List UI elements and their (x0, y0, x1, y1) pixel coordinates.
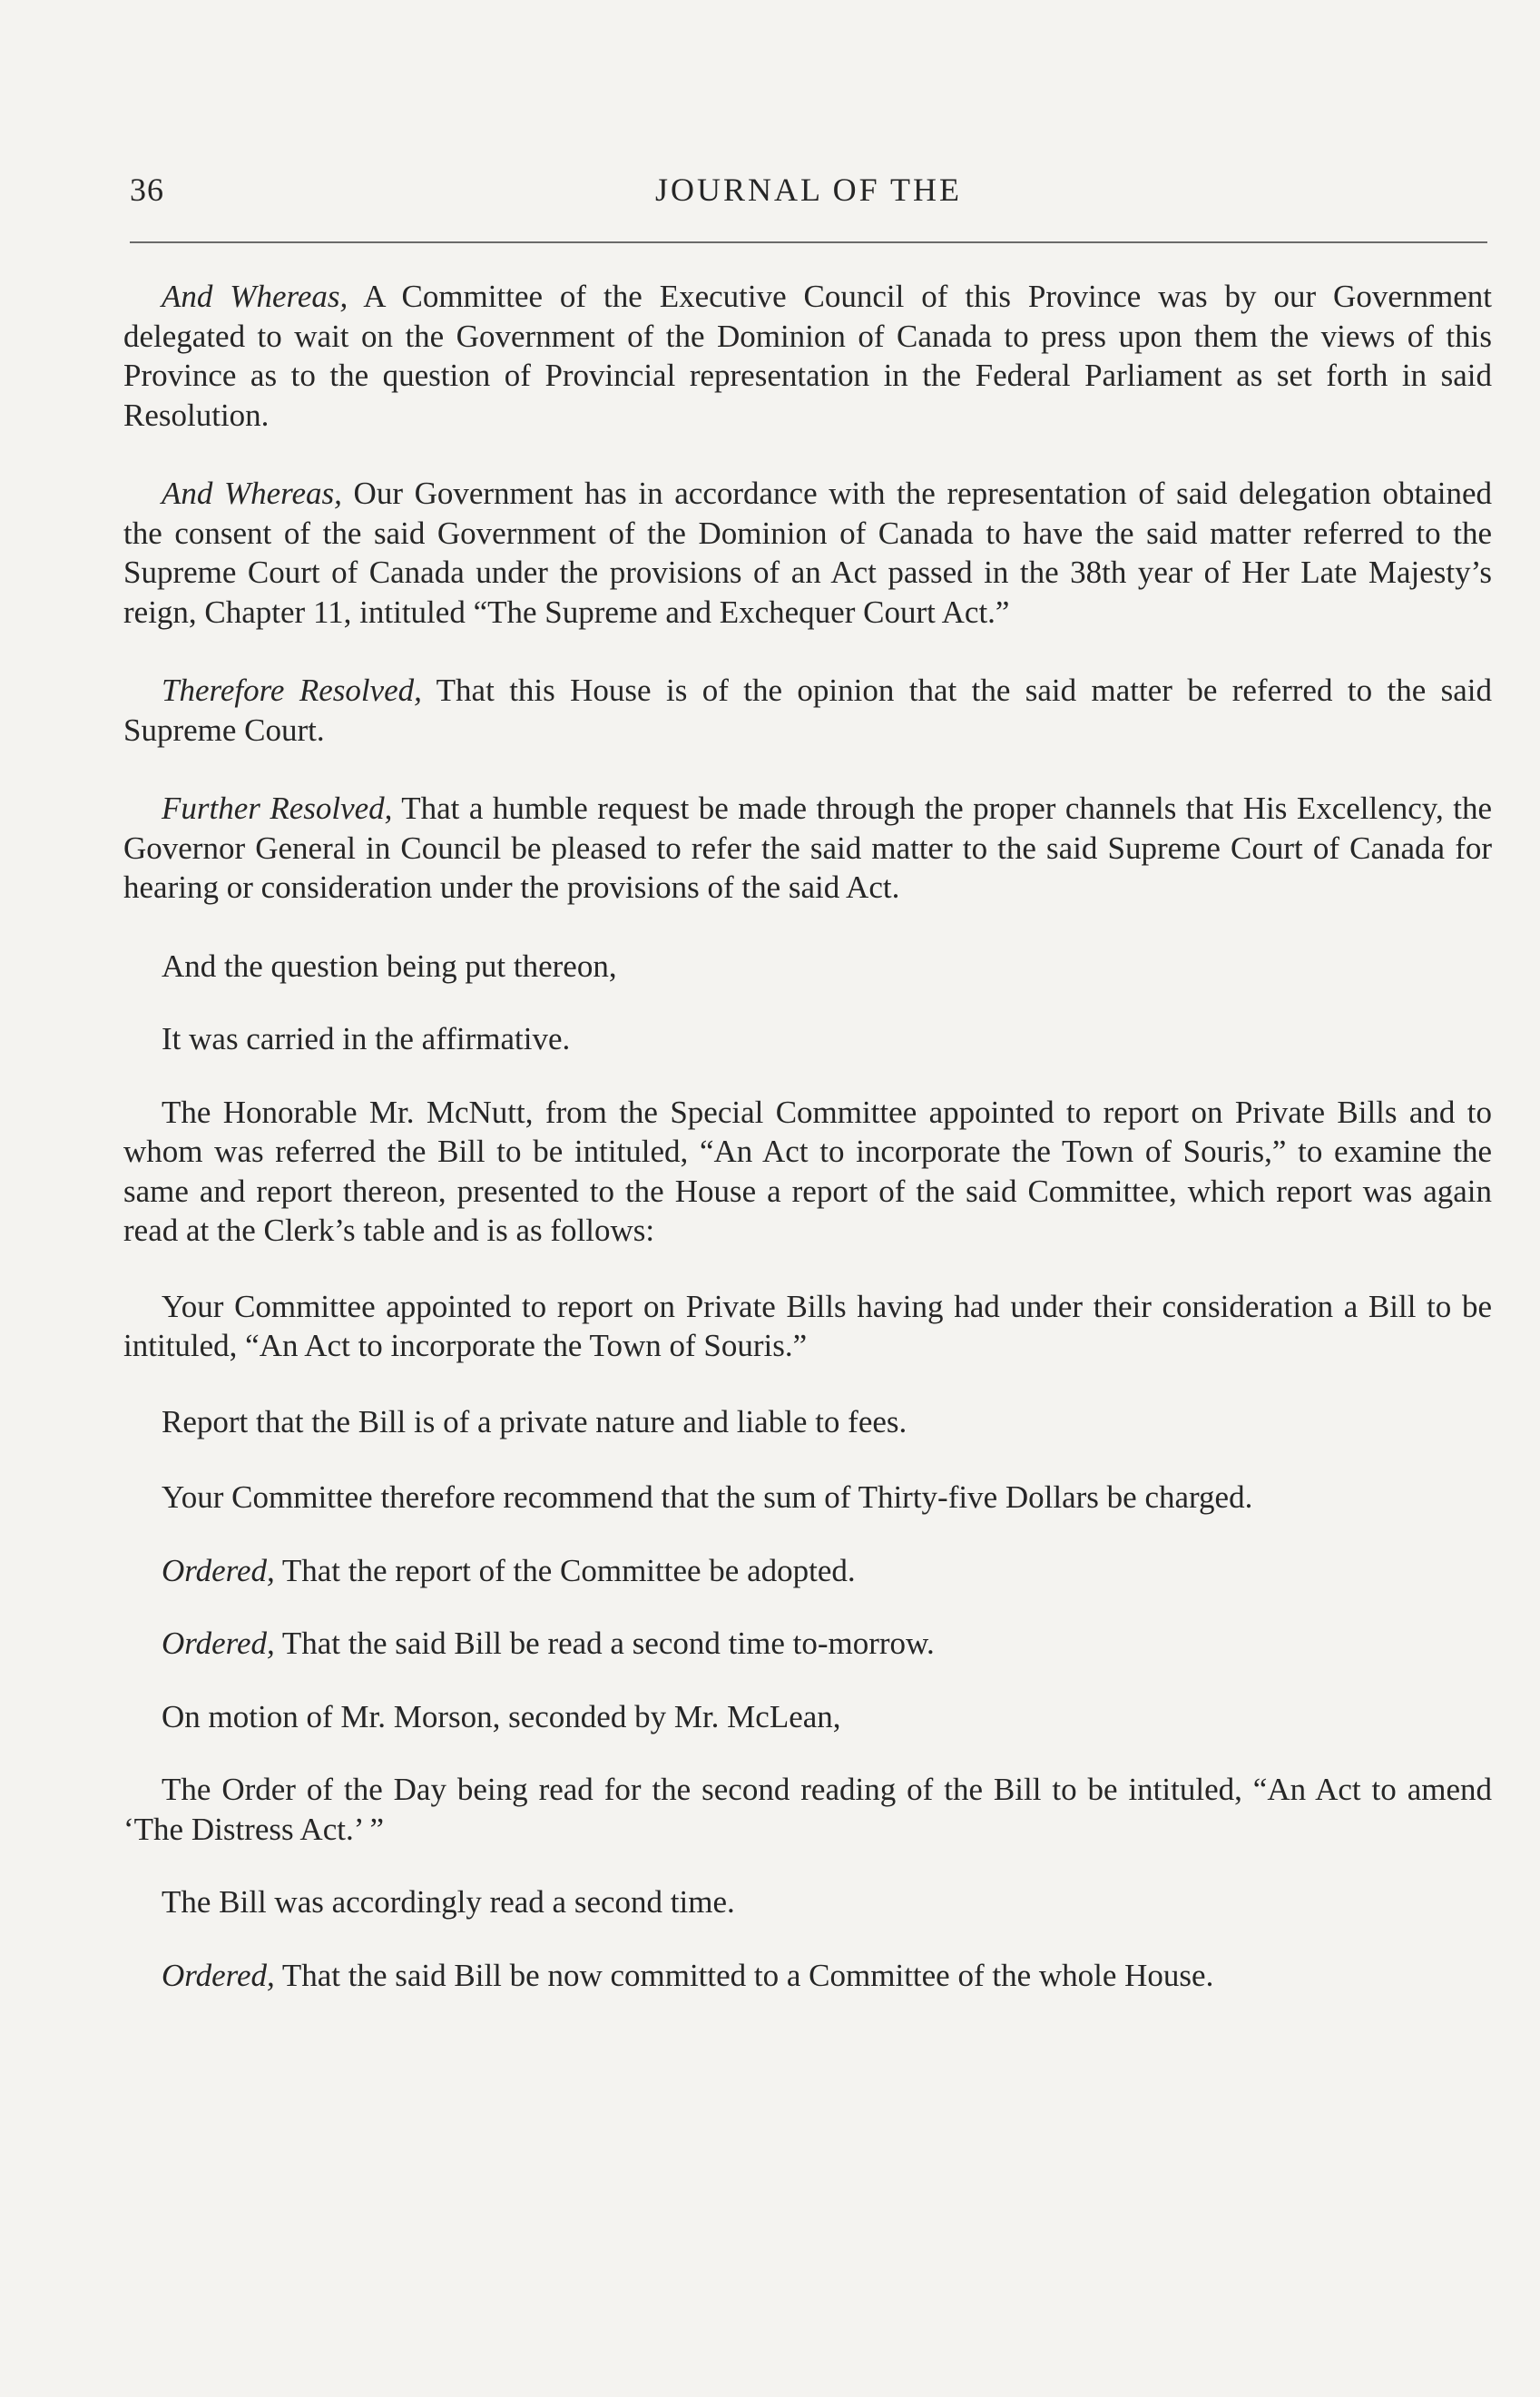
paragraph-motion-morson (123, 1697, 1492, 1737)
paragraph-whereas-government (123, 474, 1492, 632)
paragraph-text: That the said Bill be now committed to a Committee of the whole House. (274, 1957, 1214, 1993)
paragraph-text: The Honorable Mr. McNutt, from the Special Committee appointed to report on Private Bills and to whom was referred the Bill to be intituled, “An Act to incorporate the Town of Souris,” to examine the same and report thereon, presented to the House a report of the said Committee, which report was again read at the Clerk’s table and is as follows: (123, 1094, 1492, 1248)
paragraph-mcnutt-report (123, 1093, 1492, 1251)
paragraph-therefore-resolved (123, 671, 1492, 750)
paragraph-further-resolved (123, 789, 1492, 908)
paragraph-text: The Bill was accordingly read a second time. (162, 1884, 735, 1920)
paragraph-lead: And Whereas, (162, 279, 348, 314)
page-header (130, 171, 1487, 221)
paragraph-text: That the report of the Committee be adopted. (274, 1552, 856, 1588)
paragraph-ordered-committed (123, 1956, 1492, 1996)
paragraph-fee-recommendation (123, 1478, 1492, 1518)
page-number: 36 (130, 172, 164, 208)
paragraph-lead: Therefore Resolved, (162, 673, 422, 708)
paragraph-ordered-second-reading (123, 1624, 1492, 1664)
paragraph-bill-read (123, 1882, 1492, 1922)
paragraph-text: Your Committee appointed to report on Private Bills having had under their consideration a Bill to be intituled, “An Act to incorporate the Town of Souris.” (123, 1288, 1492, 1363)
paragraph-text: Your Committee therefore recommend that the sum of Thirty-five Dollars be charged. (162, 1479, 1253, 1515)
paragraph-text: The Order of the Day being read for the second reading of the Bill to be intituled, “An Act to amend ‘The Distress Act.’ ” (123, 1772, 1492, 1847)
paragraph-ordered-adopted (123, 1551, 1492, 1591)
paragraph-lead: Ordered, (162, 1626, 275, 1661)
paragraph-private-nature (123, 1402, 1492, 1442)
paragraph-text: And the question being put thereon, (162, 948, 617, 984)
paragraph-question-put (123, 947, 1492, 987)
paragraph-carried (123, 1019, 1492, 1059)
paragraph-text: That this House is of the opinion that the said matter be referred to the said Supreme Court. (123, 673, 1492, 748)
paragraph-order-of-day (123, 1770, 1492, 1849)
paragraph-lead: Ordered, (162, 1957, 275, 1993)
paragraph-text: It was carried in the affirmative. (162, 1021, 571, 1056)
paragraph-lead: Ordered, (162, 1552, 275, 1588)
paragraph-text: On motion of Mr. Morson, seconded by Mr. McLean, (162, 1698, 841, 1734)
paragraph-text: Report that the Bill is of a private nature and liable to fees. (162, 1403, 907, 1439)
paragraph-text: That a humble request be made through the proper channels that His Excellency, the Governor General in Council be pleased to refer the said matter to the said Supreme Court of Canada for hearing or consideration under the provisions of the said Act. (123, 791, 1492, 905)
header-rule (130, 241, 1487, 243)
paragraph-text: A Committee of the Executive Council of this Province was by our Government delegated to wait on the Government of the Dominion of Canada to press upon them the views of this Province as to the question of Provincial representation in the Federal Parliament as set forth in said Resolution. (123, 279, 1492, 433)
paragraph-text: That the said Bill be read a second time to-morrow. (274, 1626, 935, 1661)
paragraph-committee-consideration (123, 1287, 1492, 1366)
paragraph-lead: Further Resolved, (162, 791, 393, 826)
paragraph-lead: And Whereas, (162, 476, 342, 511)
paragraph-whereas-committee (123, 277, 1492, 435)
running-head: JOURNAL OF THE (654, 172, 962, 208)
paragraph-text: Our Government has in accordance with the representation of said delegation obtained the consent of the said Government of the Dominion of Canada to have the said matter referred to the Supreme Court of Canada under the provisions of an Act passed in the 38th year of Her Late Majesty’s reign, Chapter 11, intituled “The Supreme and Exchequer Court Act.” (123, 476, 1492, 630)
page-body (123, 277, 1492, 1995)
